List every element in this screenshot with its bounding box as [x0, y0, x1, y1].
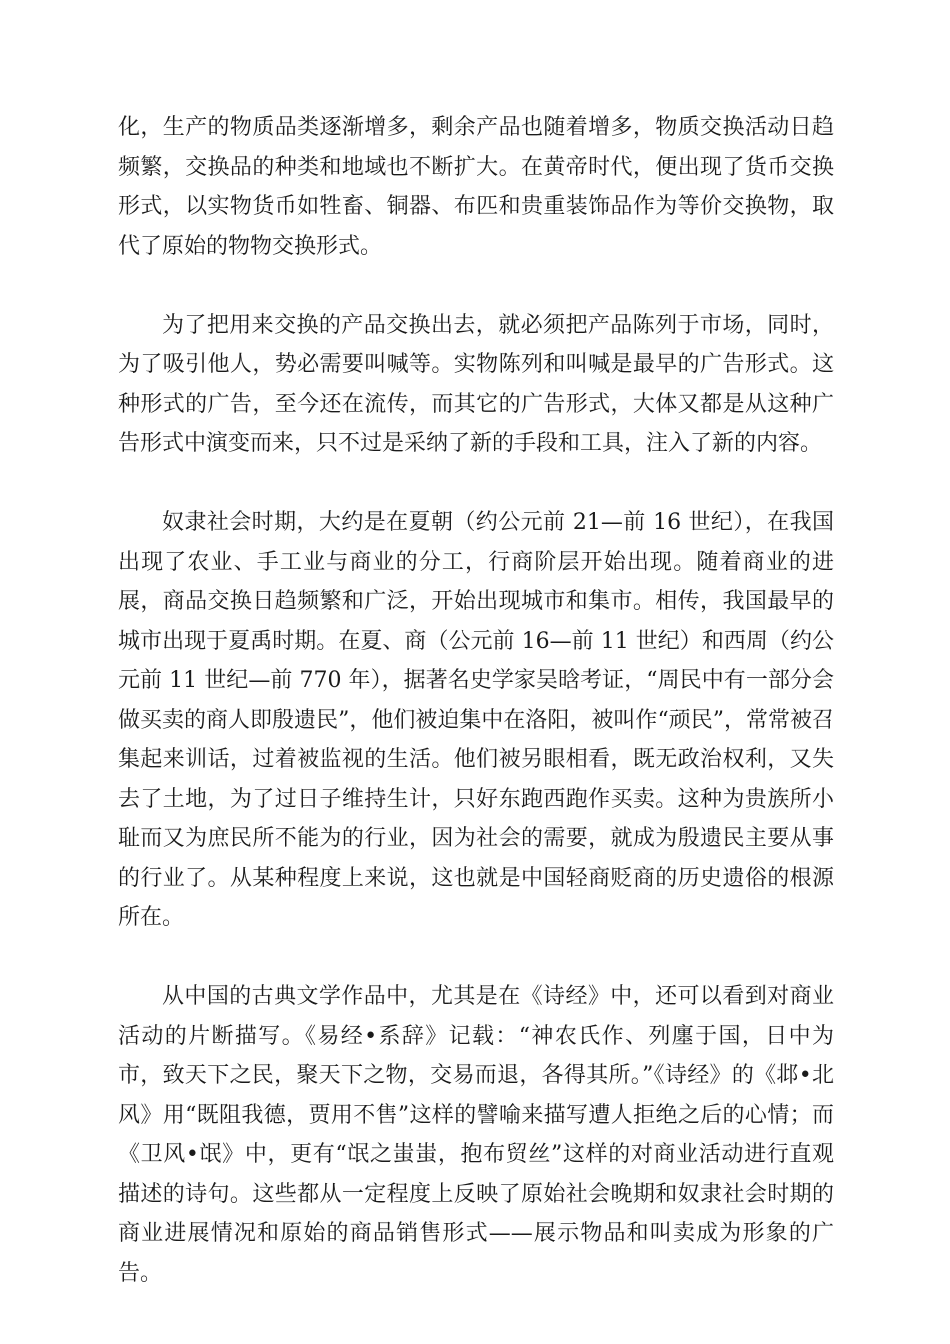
- paragraph-slave-society: 奴隶社会时期，大约是在夏朝（约公元前 21—前 16 世纪），在我国出现了农业、手工业与商业的分工，行商阶层开始出现。随着商业的进展，商品交换日趋频繁和广泛，开始出现城市和集市。相传，我国最早的城市出现于夏禹时期。在夏、商（公元前 16—前 11 世纪）和西周（约公元前 11 世纪—前 770 年），据著名史学家吴晗考证，“周民中有一部分会做买卖的商人即殷遗民”，他们被迫集中在洛阳，被叫作“顽民”，常常被召集起来训话，过着被监视的生活。他们被另眼相看，既无政治权利，又失去了土地，为了过日子维持生计，只好东跑西跑作买卖。这种为贵族所小耻而又为庶民所不能为的行业，因为社会的需要，就成为殷遗民主要从事的行业了。从某种程度上来说，这也就是中国轻商贬商的历史遗俗的根源所在。: [118, 510, 834, 930]
- document-page: [118, 108, 834, 1333]
- paragraph-continuation: 化，生产的物质品类逐渐增多，剩余产品也随着增多，物质交换活动日趋频繁，交换品的种类和地域也不断扩大。在黄帝时代，便出现了货币交换形式，以实物货币如牲畜、铜器、布匹和贵重装饰品作为等价交换物，取代了原始的物物交换形式。: [118, 115, 834, 259]
- paragraph-display-and-shouting: 为了把用来交换的产品交换出去，就必须把产品陈列于市场，同时，为了吸引他人，势必需要叫喊等。实物陈列和叫喊是最早的广告形式。这种形式的广告，至今还在流传，而其它的广告形式，大体又都是从这种广告形式中演变而来，只不过是采纳了新的手段和工具，注入了新的内容。: [118, 312, 834, 456]
- paragraph-classical-literature: 从中国的古典文学作品中，尤其是在《诗经》中，还可以看到对商业活动的片断描写。《易经•系辞》记载：“神农氏作、列廛于国，日中为市，致天下之民，聚天下之物，交易而退，各得其所。”《诗经》的《邶•北风》用“既阻我德，贾用不售”这样的譬喻来描写遭人拒绝之后的心情；而《卫风•氓》中，更有“氓之蚩蚩，抱布贸丝”这样的对商业活动进行直观描述的诗句。这些都从一定程度上反映了原始社会晚期和奴隶社会时期的商业进展情况和原始的商品销售形式——展示物品和叫卖成为形象的广告。: [118, 984, 834, 1286]
